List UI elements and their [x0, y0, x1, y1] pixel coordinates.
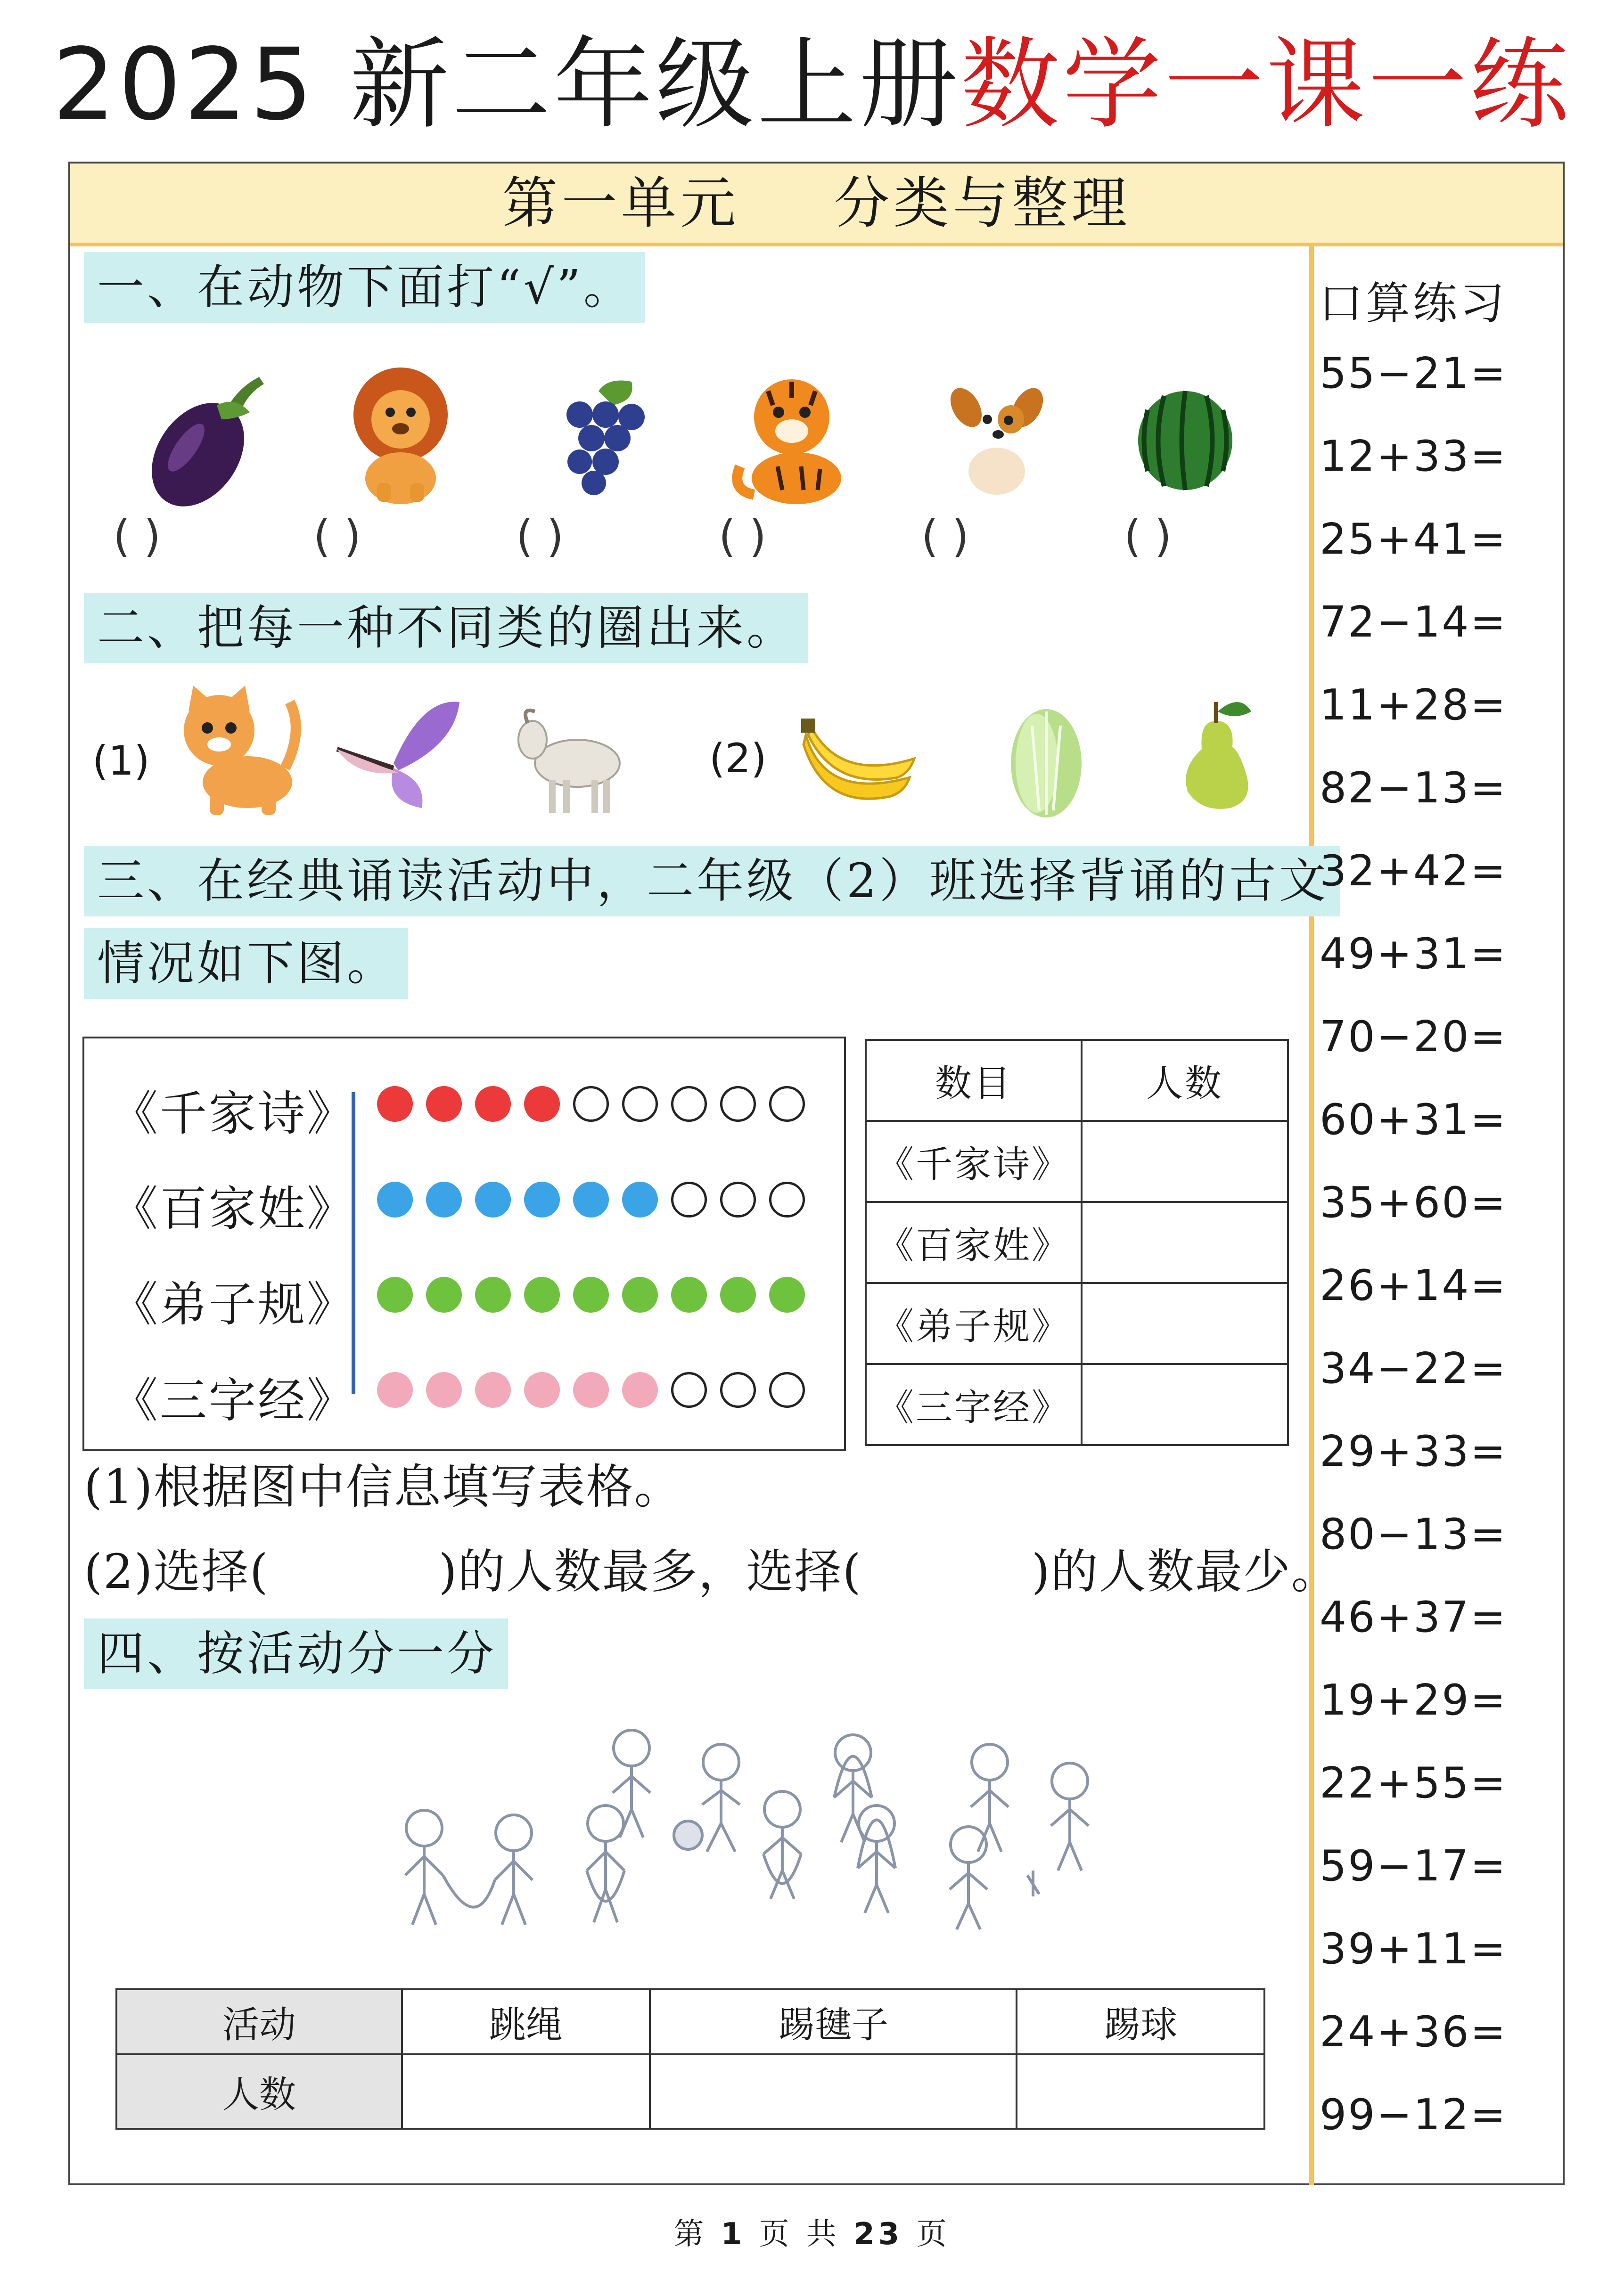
q1-heading: 一、在动物下面打“√”。 — [84, 252, 645, 323]
grapes-icon — [542, 372, 669, 499]
q2-heading: 二、把每一种不同类的圈出来。 — [84, 593, 808, 663]
filled-dot — [377, 1086, 413, 1122]
footer-total: 23 — [853, 2217, 903, 2252]
table-cell-answer[interactable] — [1082, 1364, 1288, 1445]
filled-dot — [622, 1372, 658, 1408]
footer-prefix: 第 — [673, 2217, 708, 2252]
q3-sub2-part1: (2)选择( — [84, 1544, 269, 1599]
filled-dot — [524, 1277, 560, 1313]
empty-dot — [769, 1086, 805, 1122]
pictograph-label-4: 《三字经》 — [111, 1373, 356, 1428]
footer-middle: 页 共 — [759, 2217, 840, 2252]
oral-item: 19+29= — [1320, 1675, 1507, 1725]
pictograph-label-2: 《百家姓》 — [111, 1181, 356, 1236]
filled-dot — [475, 1182, 511, 1217]
title-part1: 2025 新二年级上册 — [52, 27, 961, 142]
filled-dot — [426, 1277, 462, 1313]
activity-football: 踢球 — [1017, 1989, 1264, 2054]
pear-icon — [1169, 693, 1263, 815]
empty-dot — [573, 1086, 609, 1122]
lion-icon — [330, 363, 471, 504]
filled-dot — [426, 1086, 462, 1122]
activity-count-cell[interactable] — [650, 2054, 1017, 2129]
oral-item: 70−20= — [1320, 1012, 1507, 1062]
table-row-label: 《三字经》 — [866, 1364, 1082, 1445]
oral-item: 26+14= — [1320, 1261, 1507, 1310]
group2-label: (2) — [709, 735, 767, 782]
empty-dot — [622, 1086, 658, 1122]
oral-item: 34−22= — [1320, 1344, 1507, 1393]
oral-item: 22+55= — [1320, 1758, 1507, 1808]
filled-dot — [475, 1086, 511, 1122]
oral-item: 72−14= — [1320, 597, 1507, 647]
children-playing-illustration — [396, 1715, 1112, 1936]
footer-page: 1 — [721, 2217, 746, 2252]
empty-dot — [720, 1182, 756, 1217]
q3-sub2-part3: )的人数最少。 — [1031, 1544, 1339, 1599]
activity-shuttlecock: 踢毽子 — [650, 1989, 1017, 2054]
title-part2: 数学一课一练 — [960, 27, 1572, 142]
unit-number: 第一单元 — [502, 171, 740, 236]
oral-item: 46+37= — [1320, 1593, 1507, 1642]
answer-paren-4[interactable]: ( ) — [719, 511, 767, 562]
tiger-icon — [726, 372, 867, 514]
butterfly-icon — [328, 693, 464, 815]
activity-jump-rope: 跳绳 — [402, 1989, 650, 2054]
filled-dot — [377, 1372, 413, 1408]
filled-dot — [524, 1182, 560, 1217]
empty-dot — [671, 1372, 707, 1408]
oral-item: 80−13= — [1320, 1510, 1507, 1559]
column-divider — [1309, 246, 1314, 2185]
unit-name: 分类与整理 — [834, 171, 1131, 236]
filled-dot — [524, 1086, 560, 1122]
filled-dot — [524, 1372, 560, 1408]
footer-suffix: 页 — [916, 2217, 951, 2252]
watermelon-icon — [1131, 382, 1239, 495]
oral-item: 59−17= — [1320, 1841, 1507, 1891]
activity-table — [115, 1988, 1265, 2130]
oral-item: 35+60= — [1320, 1178, 1507, 1227]
table-row-label: 《百家姓》 — [866, 1202, 1082, 1283]
banana-icon — [796, 707, 919, 810]
answer-paren-1[interactable]: ( ) — [113, 511, 161, 562]
oral-item: 82−13= — [1320, 763, 1507, 813]
activity-header-label: 活动 — [116, 1989, 402, 2054]
empty-dot — [671, 1086, 707, 1122]
filled-dot — [377, 1277, 413, 1313]
unit-header — [70, 163, 1563, 246]
pictograph-label-3: 《弟子规》 — [111, 1277, 356, 1332]
answer-paren-2[interactable]: ( ) — [313, 511, 361, 562]
activity-count-cell[interactable] — [1017, 2054, 1264, 2129]
oral-item: 11+28= — [1320, 680, 1507, 730]
q3-sub2 — [84, 1534, 1339, 1601]
oral-item: 25+41= — [1320, 515, 1507, 564]
table-header-people: 人数 — [1082, 1040, 1288, 1121]
cat-icon — [167, 678, 309, 820]
oral-item: 29+33= — [1320, 1427, 1507, 1476]
filled-dot — [475, 1372, 511, 1408]
filled-dot — [720, 1277, 756, 1313]
goat-icon — [507, 702, 634, 820]
oral-item: 60+31= — [1320, 1095, 1507, 1144]
pictograph-label-1: 《千家诗》 — [111, 1086, 356, 1141]
table-cell-answer[interactable] — [1082, 1283, 1288, 1364]
oral-item: 39+11= — [1320, 1924, 1507, 1974]
empty-dot — [720, 1086, 756, 1122]
filled-dot — [377, 1182, 413, 1217]
filled-dot — [573, 1182, 609, 1217]
table-cell-answer[interactable] — [1082, 1121, 1288, 1202]
page-title — [0, 28, 1624, 141]
oral-item: 24+36= — [1320, 2007, 1507, 2057]
q3-heading-line2: 情况如下图。 — [84, 928, 408, 999]
oral-item: 12+33= — [1320, 432, 1507, 481]
filled-dot — [426, 1372, 462, 1408]
activity-count-cell[interactable] — [402, 2054, 650, 2129]
oral-item: 99−12= — [1320, 2090, 1507, 2140]
table-header-count: 数目 — [866, 1040, 1082, 1121]
page-footer — [0, 2210, 1624, 2253]
answer-paren-5[interactable]: ( ) — [921, 511, 969, 562]
filled-dot — [769, 1277, 805, 1313]
q4-heading: 四、按活动分一分 — [84, 1618, 508, 1689]
group1-label: (1) — [92, 737, 150, 784]
empty-dot — [769, 1182, 805, 1217]
filled-dot — [426, 1182, 462, 1217]
filled-dot — [573, 1277, 609, 1313]
table-cell-answer[interactable] — [1082, 1202, 1288, 1283]
table-row-label: 《千家诗》 — [866, 1121, 1082, 1202]
filled-dot — [622, 1277, 658, 1313]
filled-dot — [475, 1277, 511, 1313]
empty-dot — [671, 1182, 707, 1217]
puppy-icon — [933, 382, 1060, 499]
q3-heading-line1: 三、在经典诵读活动中，二年级（2）班选择背诵的古文 — [84, 846, 1340, 916]
filled-dot — [573, 1372, 609, 1408]
empty-dot — [720, 1372, 756, 1408]
table-row-label: 《弟子规》 — [866, 1283, 1082, 1364]
q3-sub1: (1)根据图中信息填写表格。 — [84, 1459, 682, 1514]
oral-practice-title: 口算练习 — [1319, 278, 1508, 329]
answer-paren-3[interactable]: ( ) — [516, 511, 564, 562]
oral-item: 32+42= — [1320, 846, 1507, 896]
activity-count-label: 人数 — [116, 2054, 402, 2129]
cabbage-icon — [999, 697, 1093, 820]
oral-item: 55−21= — [1320, 349, 1507, 398]
filled-dot — [622, 1182, 658, 1217]
q3-sub2-part2: )的人数最多，选择( — [438, 1544, 862, 1599]
book-count-table — [865, 1039, 1289, 1446]
eggplant-icon — [127, 368, 283, 509]
answer-paren-6[interactable]: ( ) — [1124, 511, 1172, 562]
oral-item: 49+31= — [1320, 929, 1507, 979]
empty-dot — [769, 1372, 805, 1408]
filled-dot — [671, 1277, 707, 1313]
